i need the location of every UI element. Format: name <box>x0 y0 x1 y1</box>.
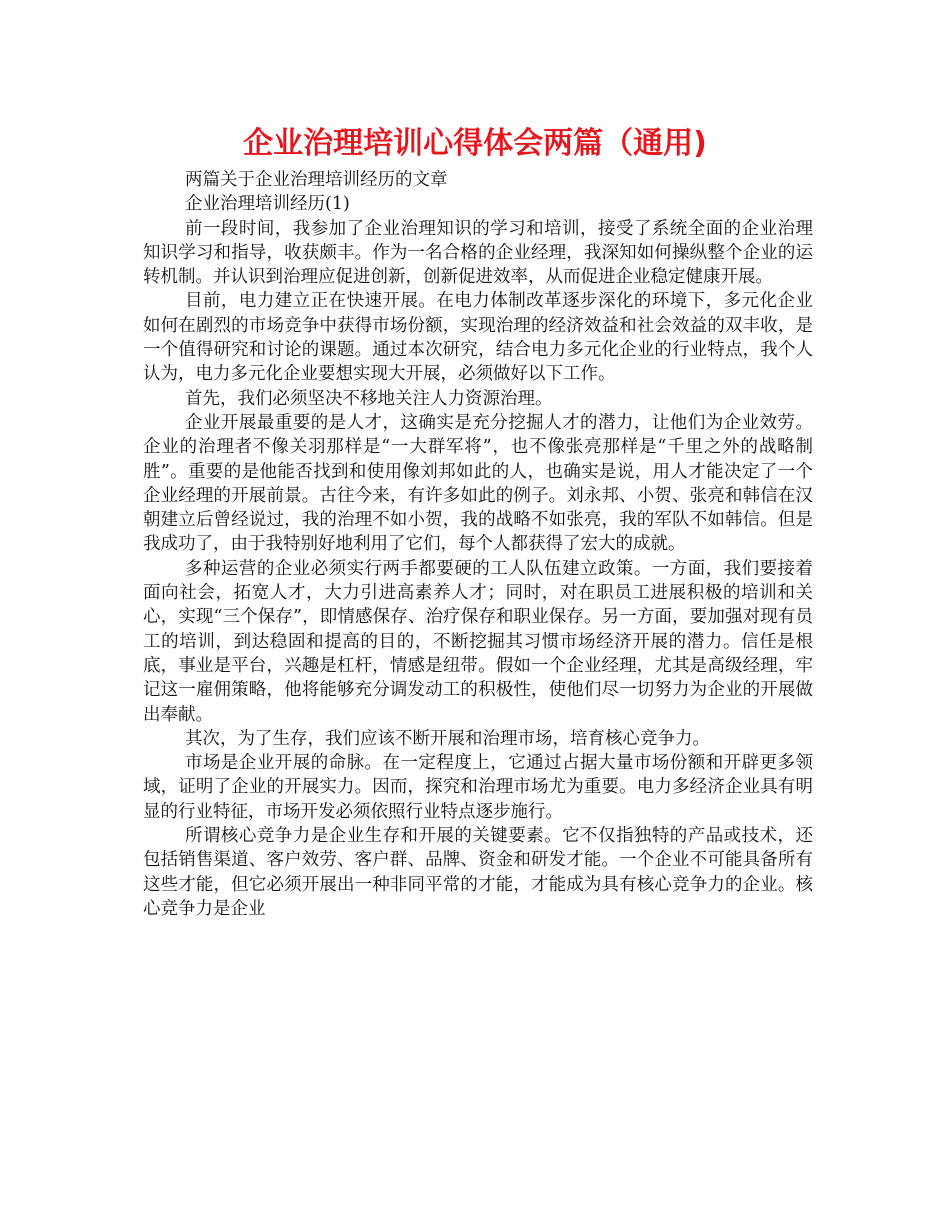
body-paragraph: 其次，为了生存，我们应该不断开展和治理市场，培育核心竞争力。 <box>185 728 710 749</box>
document-title: 企业治理培训心得体会两篇（通用) <box>243 126 707 161</box>
body-paragraph: 多种运营的企业必须实行两手都要硬的工人队伍建立政策。一方面，我们要接着面向社会，拓宽人才，大力引进高素养人才；同时，对在职员工进展积极的培训和关心，实现“三个保存”，即情感保存、治疗保存和职业保存。另一方面，要加强对现有员工的培训，到达稳固和提高的目的，不断挖掘其习惯市场经济开展的潜力。信任是根底，事业是平台，兴趣是杠杆，情感是纽带。假如一个企业经理，尤其是高级经理，牢记这一雇佣策略，他将能够充分调发动工的积极性，使他们尽一切努力为企业的开展做出奉献。 <box>143 558 813 725</box>
section-heading: 企业治理培训经历(1) <box>185 194 350 215</box>
body-paragraph: 前一段时间，我参加了企业治理知识的学习和培训，接受了系统全面的企业治理知识学习和指导，收获颇丰。作为一名合格的企业经理，我深知如何操纵整个企业的运转机制。并认识到治理应促进创新，创新促进效率，从而促进企业稳定健康开展。 <box>143 218 813 288</box>
body-paragraph: 首先，我们必须坚决不移地关注人力资源治理。 <box>185 388 553 409</box>
body-paragraph: 企业开展最重要的是人才，这确实是充分挖掘人才的潜力，让他们为企业效劳。企业的治理者不像关羽那样是“一大群军将”，也不像张亮那样是“千里之外的战略制胜”。重要的是他能否找到和使用像刘邦如此的人，也确实是说，用人才能决定了一个企业经理的开展前景。古往今来，有许多如此的例子。刘永邦、小贺、张亮和韩信在汉朝建立后曾经说过，我的治理不如小贺，我的战略不如张亮，我的军队不如韩信。但是我成功了，由于我特别好地利用了它们，每个人都获得了宏大的成就。 <box>143 412 813 555</box>
document-body <box>143 168 813 921</box>
body-paragraph: 市场是企业开展的命脉。在一定程度上，它通过占据大量市场份额和开辟更多领域，证明了企业的开展实力。因而，探究和治理市场尤为重要。电力多经济企业具有明显的行业特征，市场开发必须依照行业特点逐步施行。 <box>143 753 813 822</box>
body-paragraph: 所谓核心竞争力是企业生存和开展的关键要素。它不仅指独特的产品或技术，还包括销售渠道、客户效劳、客户群、品牌、资金和研发才能。一个企业不可能具备所有这些才能，但它必须开展出一种非同平常的才能，才能成为具有核心竞争力的企业。核心竞争力是企业 <box>143 826 813 919</box>
intro-line: 两篇关于企业治理培训经历的文章 <box>185 170 448 190</box>
body-paragraph: 目前，电力建立正在快速开展。在电力体制改革逐步深化的环境下，多元化企业如何在剧烈的市场竞争中获得市场份额，实现治理的经济效益和社会效益的双丰收，是一个值得研究和讨论的课题。通过本次研究，结合电力多元化企业的行业特点，我个人认为，电力多元化企业要想实现大开展，必须做好以下工作。 <box>143 291 813 385</box>
